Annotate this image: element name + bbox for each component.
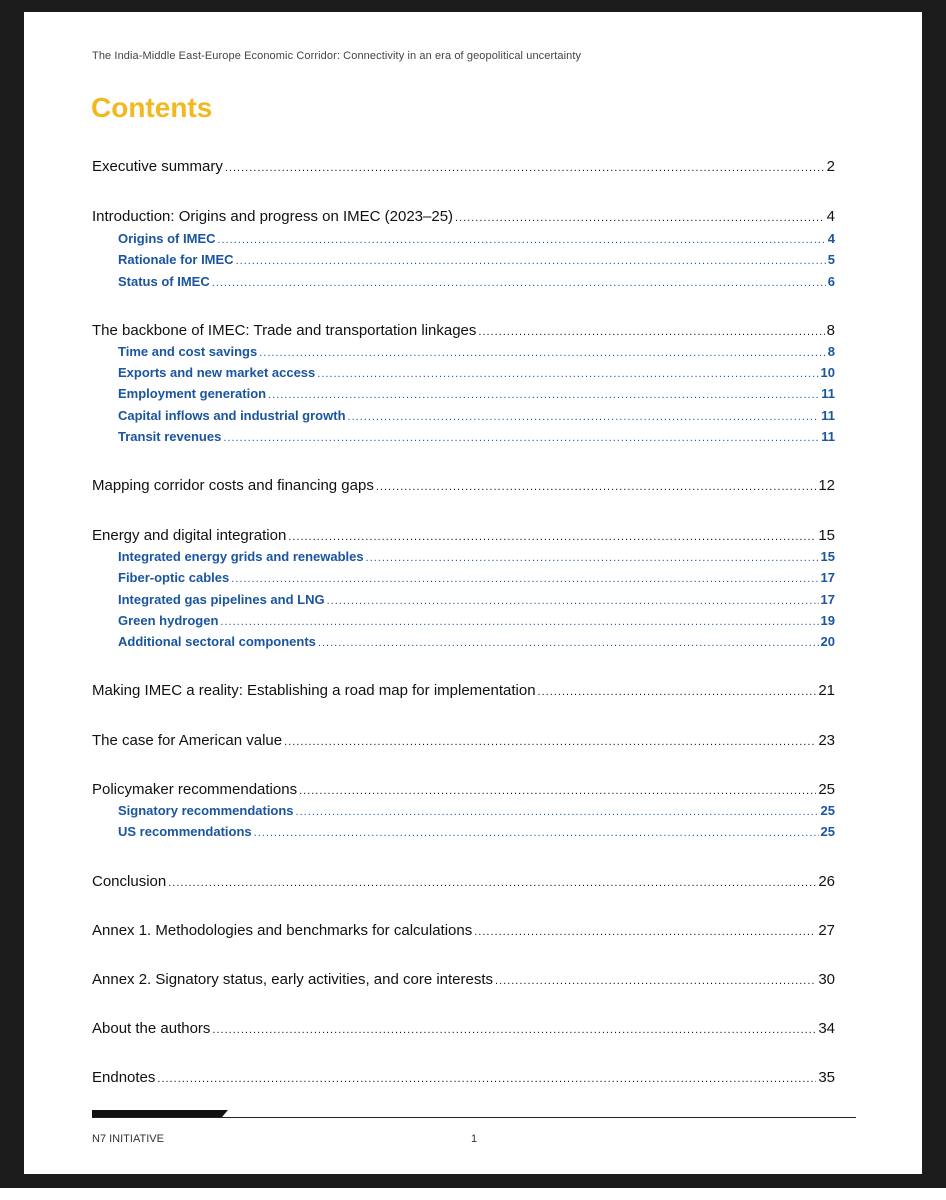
dot-leader bbox=[376, 477, 816, 494]
toc-entry-page: 25 bbox=[820, 824, 835, 839]
dot-leader bbox=[212, 274, 826, 289]
toc-subentry[interactable] bbox=[92, 274, 835, 292]
toc-entry-page: 5 bbox=[827, 252, 835, 267]
toc-entry-page: 20 bbox=[820, 634, 835, 649]
toc-subentry[interactable] bbox=[92, 429, 835, 447]
toc-subentry[interactable] bbox=[92, 824, 835, 842]
toc-subentry[interactable] bbox=[92, 408, 835, 426]
dot-leader bbox=[327, 592, 819, 607]
toc-entry-label: Exports and new market access bbox=[118, 365, 316, 380]
toc-entry-page: 8 bbox=[826, 322, 835, 339]
toc-entry-label: Employment generation bbox=[118, 386, 267, 401]
toc-subentry[interactable] bbox=[92, 613, 835, 631]
toc-subentry[interactable] bbox=[92, 344, 835, 362]
toc-entry-page: 17 bbox=[820, 570, 835, 585]
toc-entry-page: 26 bbox=[818, 873, 835, 890]
dot-leader bbox=[348, 408, 820, 423]
toc-entry-label: US recommendations bbox=[118, 824, 252, 839]
toc-entry-label: Green hydrogen bbox=[118, 613, 219, 628]
footer-organization: N7 INITIATIVE bbox=[92, 1133, 164, 1145]
toc-entry-label: The backbone of IMEC: Trade and transportation linkages bbox=[92, 322, 477, 339]
toc-entry[interactable] bbox=[92, 732, 835, 752]
toc-entry-label: Annex 1. Methodologies and benchmarks for calculations bbox=[92, 922, 473, 939]
toc-subentry[interactable] bbox=[92, 252, 835, 270]
toc-entry-page: 25 bbox=[820, 803, 835, 818]
dot-leader bbox=[538, 682, 817, 699]
toc-entry-page: 27 bbox=[818, 922, 835, 939]
toc-entry-page: 34 bbox=[818, 1020, 835, 1037]
toc-entry-label: Transit revenues bbox=[118, 429, 222, 444]
dot-leader bbox=[259, 344, 826, 359]
toc-entry-label: Endnotes bbox=[92, 1069, 156, 1086]
toc-entry-label: Status of IMEC bbox=[118, 274, 210, 289]
dot-leader bbox=[478, 322, 824, 339]
toc-entry-page: 35 bbox=[818, 1069, 835, 1086]
dot-leader bbox=[474, 922, 816, 939]
toc-subentry[interactable] bbox=[92, 231, 835, 249]
toc-subentry[interactable] bbox=[92, 634, 835, 652]
toc-entry[interactable] bbox=[92, 873, 835, 893]
toc-entry-page: 15 bbox=[820, 549, 835, 564]
toc-entry[interactable] bbox=[92, 322, 835, 342]
toc-entry-page: 23 bbox=[818, 732, 835, 749]
toc-entry[interactable] bbox=[92, 682, 835, 702]
dot-leader bbox=[218, 231, 826, 246]
dot-leader bbox=[455, 208, 825, 225]
toc-entry-label: About the authors bbox=[92, 1020, 211, 1037]
toc-entry-label: Capital inflows and industrial growth bbox=[118, 408, 346, 423]
toc-entry[interactable] bbox=[92, 527, 835, 547]
toc-entry-page: 4 bbox=[826, 208, 835, 225]
toc-subentry[interactable] bbox=[92, 365, 835, 383]
toc-entry-page: 10 bbox=[820, 365, 835, 380]
toc-entry-page: 11 bbox=[821, 386, 835, 401]
toc-entry-page: 11 bbox=[821, 408, 835, 423]
dot-leader bbox=[223, 429, 819, 444]
toc-entry[interactable] bbox=[92, 1069, 835, 1089]
dot-leader bbox=[254, 824, 819, 839]
toc-entry-label: Energy and digital integration bbox=[92, 527, 287, 544]
toc-entry-label: Time and cost savings bbox=[118, 344, 258, 359]
dot-leader bbox=[220, 613, 818, 628]
toc-entry-label: Conclusion bbox=[92, 873, 167, 890]
toc-entry[interactable] bbox=[92, 158, 835, 178]
dot-leader bbox=[288, 527, 816, 544]
toc-entry-page: 21 bbox=[818, 682, 835, 699]
toc-entry-label: Integrated energy grids and renewables bbox=[118, 549, 364, 564]
footer-rule bbox=[92, 1117, 856, 1118]
toc-entry-label: Origins of IMEC bbox=[118, 231, 216, 246]
dot-leader bbox=[284, 732, 816, 749]
toc-entry-page: 15 bbox=[818, 527, 835, 544]
dot-leader bbox=[366, 549, 819, 564]
toc-entry-label: Introduction: Origins and progress on IMEC (2023–25) bbox=[92, 208, 454, 225]
dot-leader bbox=[231, 570, 818, 585]
toc-entry[interactable] bbox=[92, 208, 835, 228]
viewer-gap bbox=[0, 1174, 946, 1188]
toc-entry-label: Making IMEC a reality: Establishing a road map for implementation bbox=[92, 682, 536, 699]
toc-subentry[interactable] bbox=[92, 386, 835, 404]
toc-entry-label: Additional sectoral components bbox=[118, 634, 316, 649]
dot-leader bbox=[317, 365, 818, 380]
toc-entry-page: 17 bbox=[820, 592, 835, 607]
toc-entry-label: Fiber-optic cables bbox=[118, 570, 230, 585]
toc-entry-page: 6 bbox=[827, 274, 835, 289]
toc-entry-label: Signatory recommendations bbox=[118, 803, 294, 818]
toc-entry[interactable] bbox=[92, 781, 835, 801]
toc-entry-page: 12 bbox=[818, 477, 835, 494]
dot-leader bbox=[299, 781, 816, 798]
dot-leader bbox=[157, 1069, 816, 1086]
toc-entry-page: 4 bbox=[827, 231, 835, 246]
running-header: The India-Middle East-Europe Economic Corridor: Connectivity in an era of geopolitical uncertainty bbox=[92, 50, 582, 62]
dot-leader bbox=[236, 252, 826, 267]
toc-subentry[interactable] bbox=[92, 803, 835, 821]
toc-entry[interactable] bbox=[92, 971, 835, 991]
toc-entry[interactable] bbox=[92, 477, 835, 497]
toc-subentry[interactable] bbox=[92, 592, 835, 610]
footer-page-number: 1 bbox=[471, 1133, 478, 1145]
dot-leader bbox=[212, 1020, 816, 1037]
document-page bbox=[24, 12, 922, 1174]
toc-entry-page: 19 bbox=[820, 613, 835, 628]
toc-subentry[interactable] bbox=[92, 549, 835, 567]
toc-entry-page: 30 bbox=[818, 971, 835, 988]
dot-leader bbox=[495, 971, 816, 988]
toc-entry-page: 11 bbox=[821, 429, 835, 444]
toc-entry[interactable] bbox=[92, 922, 835, 942]
toc-entry-label: Executive summary bbox=[92, 158, 223, 175]
toc-entry-label: Integrated gas pipelines and LNG bbox=[118, 592, 325, 607]
dot-leader bbox=[225, 158, 825, 175]
toc-entry-page: 8 bbox=[827, 344, 835, 359]
toc-entry-page: 25 bbox=[818, 781, 835, 798]
toc-entry-label: Rationale for IMEC bbox=[118, 252, 234, 267]
toc-entry-label: Annex 2. Signatory status, early activities, and core interests bbox=[92, 971, 494, 988]
toc-subentry[interactable] bbox=[92, 570, 835, 588]
toc-entry[interactable] bbox=[92, 1020, 835, 1040]
dot-leader bbox=[168, 873, 816, 890]
contents-title: Contents bbox=[91, 92, 213, 123]
next-page-edge bbox=[0, 1188, 946, 1200]
dot-leader bbox=[268, 386, 819, 401]
toc-entry-page: 2 bbox=[826, 158, 835, 175]
toc-entry-label: Policymaker recommendations bbox=[92, 781, 298, 798]
dot-leader bbox=[318, 634, 819, 649]
toc-entry-label: The case for American value bbox=[92, 732, 283, 749]
dot-leader bbox=[296, 803, 819, 818]
toc-entry-label: Mapping corridor costs and financing gaps bbox=[92, 477, 374, 494]
